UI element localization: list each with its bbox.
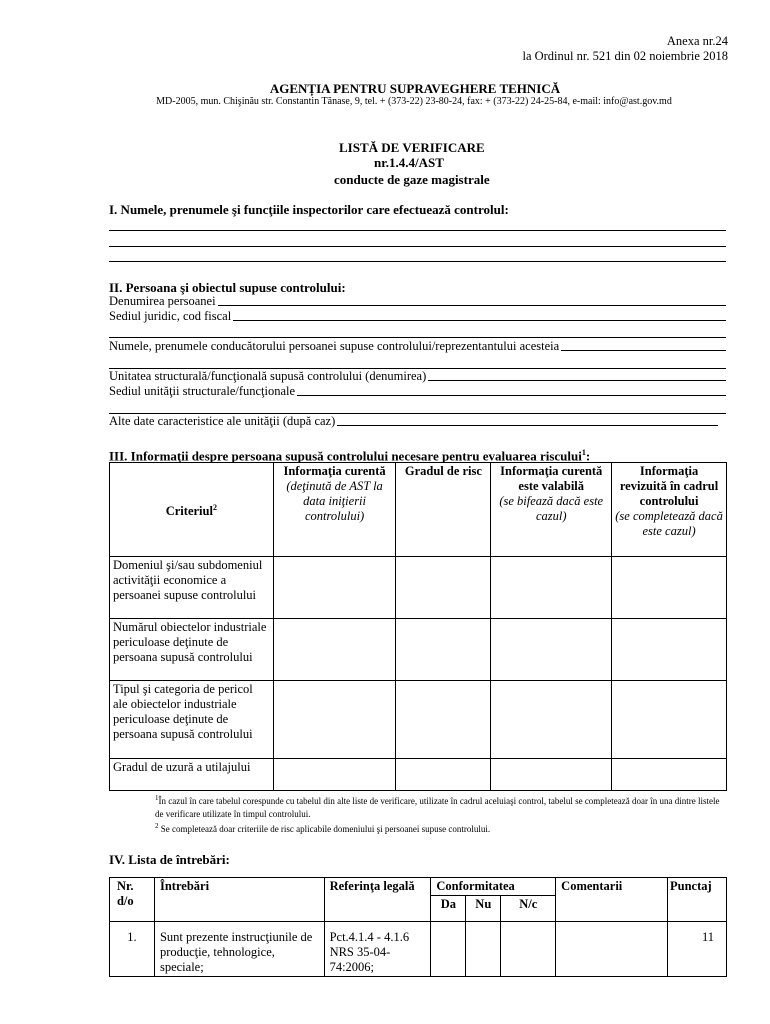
col-criteriul: Criteriul$^2$ [110,463,274,557]
field-sediul-line-2[interactable] [109,337,726,338]
input-cell[interactable] [273,619,396,681]
col-conformitatea: Conformitatea [431,878,556,896]
col-nu: Nu [466,896,501,922]
input-cell[interactable] [396,557,491,619]
col-da: Da [431,896,466,922]
col-nr: Nr. d/o [110,878,155,922]
field-denumire-label: Denumirea persoanei [109,294,216,308]
col-info-curenta: Informaţia curentă (deţinută de AST la data iniţierii controlului) [273,463,396,557]
annex-order: la Ordinul nr. 521 din 02 noiembrie 2018 [522,49,728,63]
input-cell[interactable] [612,619,727,681]
field-sediul-unitatii[interactable] [109,384,726,398]
input-cell[interactable] [396,681,491,759]
question-text: Sunt prezente instrucţiunile de producţie, tehnologice, speciale; [154,922,324,977]
section3-heading: III. Informaţii despre persoana supusă controlului necesare pentru evaluarea riscului$^1$: [109,448,591,464]
criterion-cell: Domeniul şi/sau subdomeniul activităţii economice a persoanei supuse controlului [110,557,274,619]
section4-heading: IV. Lista de întrebări: [109,852,230,867]
field-sediul[interactable] [109,309,726,323]
footnote-2: $^2$ Se completează doar criteriile de risc aplicabile domeniului şi persoanei supuse controlului. [155,822,491,834]
input-cell[interactable] [273,681,396,759]
input-cell[interactable] [612,759,727,791]
doc-subject: conducte de gaze magistrale [334,172,490,187]
col-comentarii: Comentarii [556,878,668,922]
input-cell[interactable] [273,557,396,619]
annex-number: Anexa nr.24 [666,34,728,48]
risk-table [109,462,727,791]
input-cell[interactable] [396,619,491,681]
field-unitatea-label: Unitatea structurală/funcţională supusă controlului (denumirea) [109,369,427,383]
input-cell[interactable] [396,759,491,791]
table-row [110,922,727,977]
table-row [110,681,727,759]
field-sediul-unitatii-label: Sediul unităţii structurale/funcţionale [109,384,296,398]
field-denumire[interactable] [109,294,726,308]
criterion-cell: Numărul obiectelor industriale periculoase deţinute de persoana supusă controlului [110,619,274,681]
input-cell[interactable] [491,759,612,791]
col-info-revizuita: Informaţia revizuită în cadrul controlului (se completează dacă este cazul) [612,463,727,557]
comment-cell[interactable] [556,922,668,977]
col-intrebari: Întrebări [154,878,324,922]
inspector-line-1[interactable] [109,230,726,231]
footnote-1: $^1$În cazul în care tabelul corespunde cu tabelul din alte liste de verificare, utilizate în cadrul aceluiaşi control, tabelul se completează doar în una dintre listele de verificare utilizate în timpul controlului. [155,794,720,819]
question-reference: Pct.4.1.4 - 4.1.6 NRS 35-04-74:2006; [324,922,431,977]
input-cell[interactable] [491,619,612,681]
field-alte-date-label: Alte date caracteristice ale unităţii (după caz) [109,414,336,428]
col-nc: N/c [501,896,556,922]
table-row [110,557,727,619]
input-cell[interactable] [612,557,727,619]
answer-nc[interactable] [501,922,556,977]
question-nr: 1. [110,922,155,977]
criterion-cell: Tipul şi categoria de pericol ale obiectelor industriale periculoase deţinute de persoana supusă controlului [110,681,274,759]
input-cell[interactable] [491,681,612,759]
field-unitatea[interactable] [109,369,726,383]
col-referinta: Referinţa legală [324,878,431,922]
criterion-cell: Gradul de uzură a utilajului [110,759,274,791]
field-conducator[interactable] [109,339,726,353]
field-alte-date[interactable] [109,414,718,428]
section2-heading: II. Persoana şi obiectul supuse controlului: [109,280,346,295]
input-cell[interactable] [612,681,727,759]
doc-number: nr.1.4.4/AST [374,155,444,170]
col-gradul: Gradul de risc [396,463,491,557]
inspector-line-2[interactable] [109,246,726,247]
doc-title: LISTĂ DE VERIFICARE [339,140,485,155]
col-punctaj: Punctaj [667,878,726,922]
section1-heading: I. Numele, prenumele şi funcţiile inspectorilor care efectuează controlul: [109,202,509,217]
col-info-valabila: Informaţia curentă este valabilă (se bifează dacă este cazul) [491,463,612,557]
field-sediul-label: Sediul juridic, cod fiscal [109,309,232,323]
agency-address: MD-2005, mun. Chişinău str. Constantin Tănase, 9, tel. + (373-22) 23-80-24, fax: + (373-22) 24-25-84, e-mail: info@ast.gov.md [156,96,672,107]
input-cell[interactable] [273,759,396,791]
field-conducator-label: Numele, prenumele conducătorului persoanei supuse controlului/reprezentantului acesteia [109,339,560,353]
inspector-line-3[interactable] [109,261,726,262]
questions-table [109,877,727,977]
table-row [110,759,727,791]
question-score: 11 [667,922,726,977]
input-cell[interactable] [491,557,612,619]
answer-da[interactable] [431,922,466,977]
table-row [110,619,727,681]
answer-nu[interactable] [466,922,501,977]
agency-name: AGENȚIA PENTRU SUPRAVEGHERE TEHNICĂ [269,81,561,96]
